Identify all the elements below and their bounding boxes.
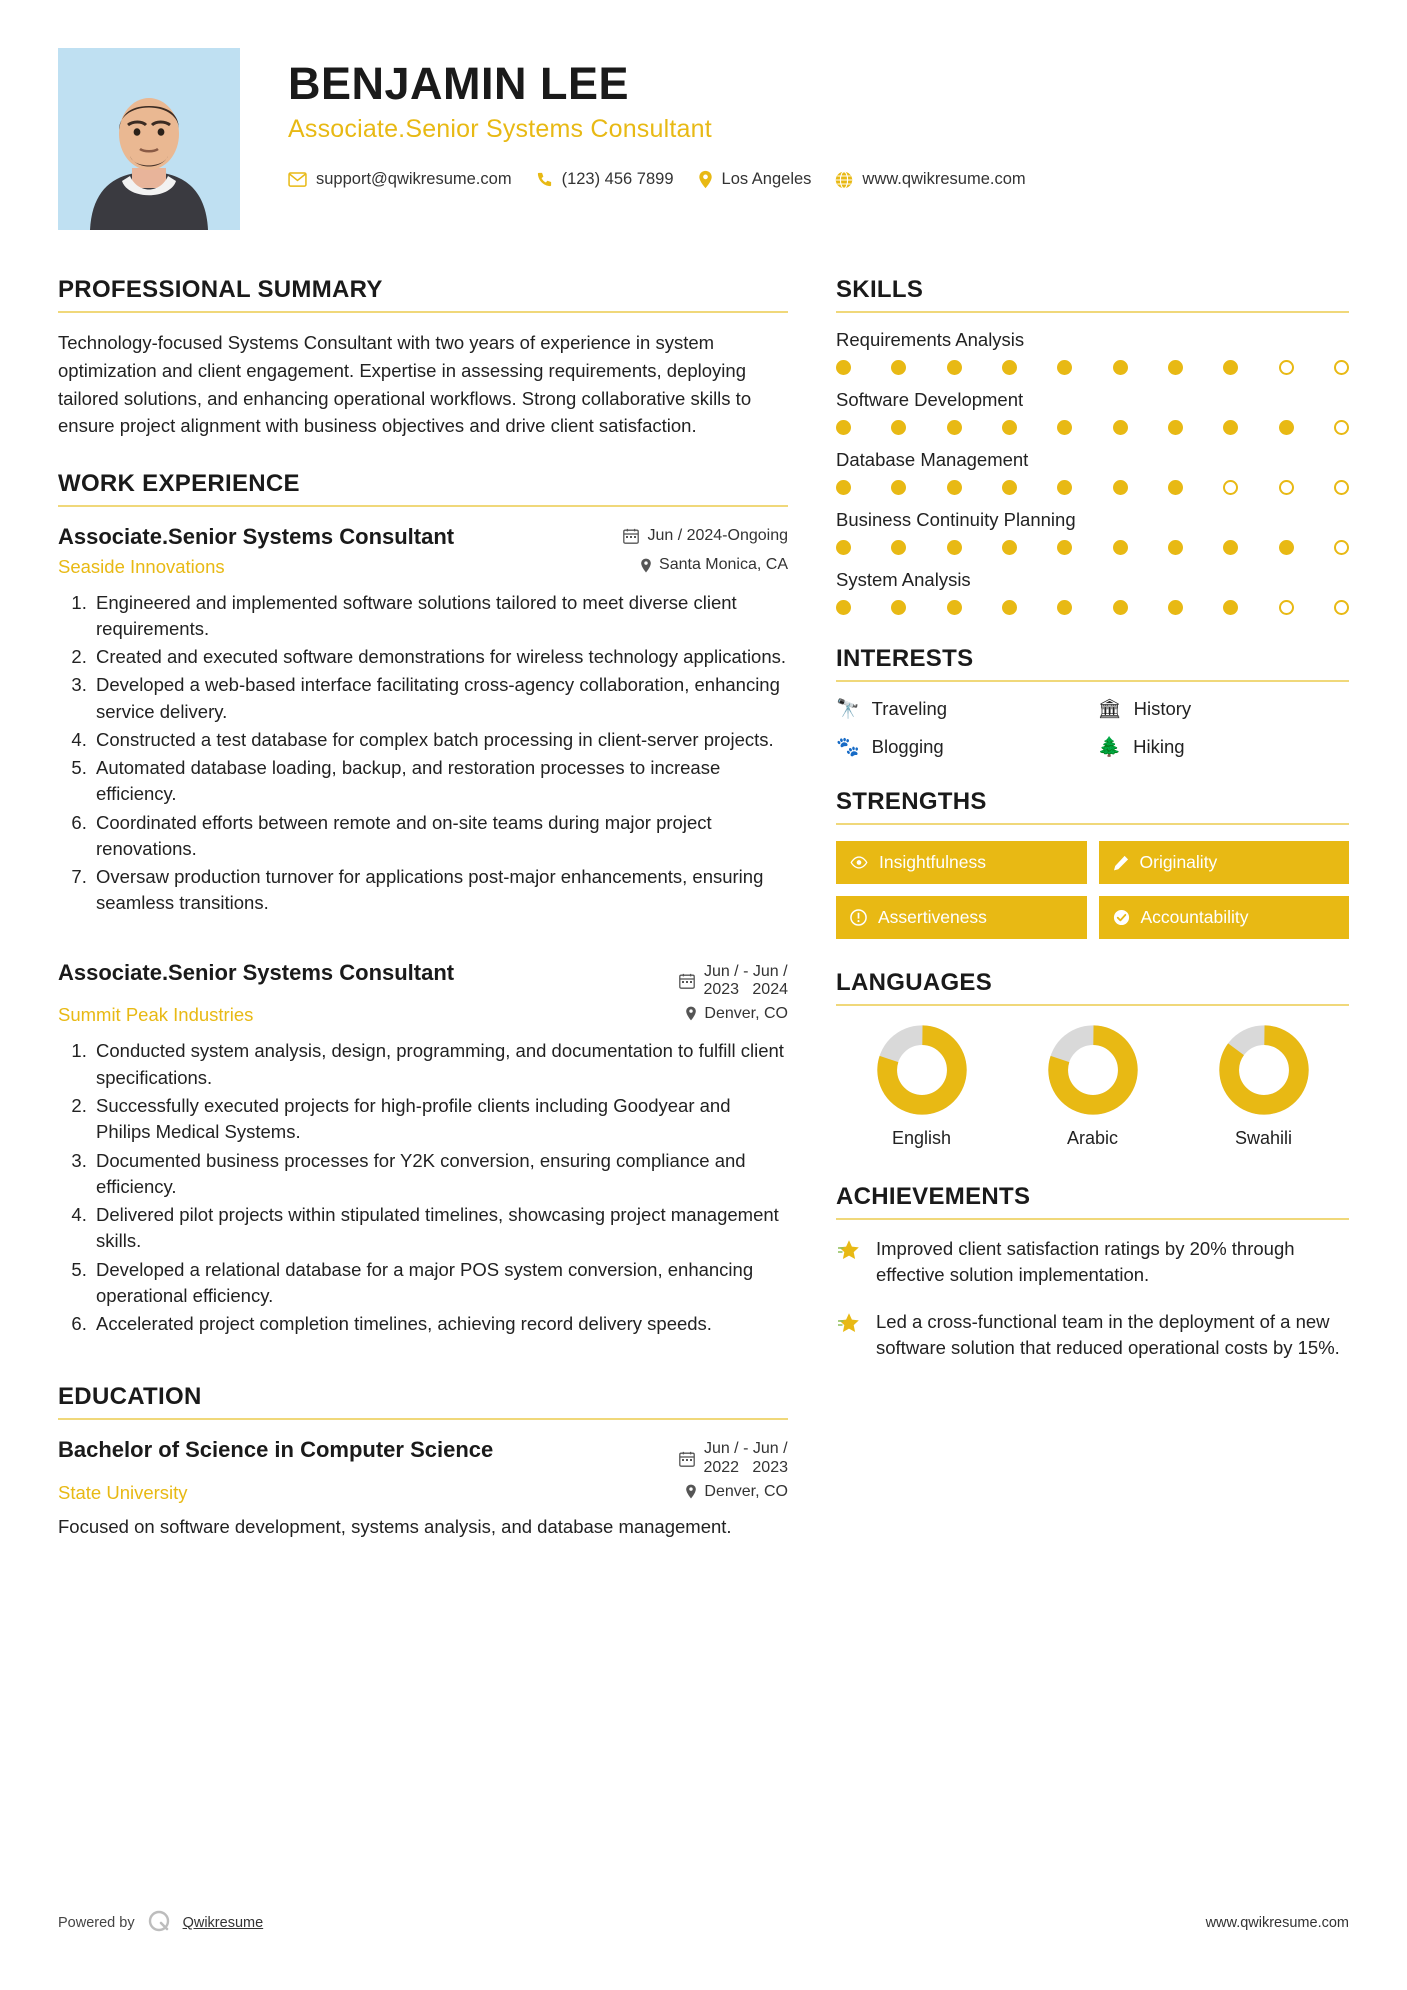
rating-dot: [1057, 480, 1072, 495]
work-date-from: [703, 963, 739, 1000]
summary-text: Technology-focused Systems Consultant with two years of experience in system optimization and client engagement. Expertise in assessing requirements, deploying tailored solutions, and enhancing operational workflows. Strong collaborative skills to ensure project alignment with business objectives and drive client satisfaction.: [58, 332, 752, 437]
work-company: Summit Peak Industries: [58, 1004, 254, 1026]
contact-location-text: Los Angeles: [721, 170, 812, 189]
contact-email-text: support@qwikresume.com: [316, 170, 512, 189]
footer-powered-by-label: Powered by: [58, 1915, 135, 1931]
language-label: English: [891, 1128, 952, 1148]
rating-dot: [1057, 540, 1072, 555]
rating-dot: [1002, 600, 1017, 615]
work-location: [685, 1005, 788, 1023]
rating-dot: [1223, 360, 1238, 375]
strength-label: Assertiveness: [878, 907, 987, 927]
section-work-experience: [58, 470, 788, 1337]
education-date-range: [703, 1440, 788, 1477]
rating-dot: [836, 480, 851, 495]
rating-dot: [1334, 600, 1349, 615]
spacer: [58, 925, 788, 959]
education-date-to: [752, 1440, 788, 1477]
interest-label: Hiking: [1133, 736, 1185, 757]
skill-label: Database Management: [836, 449, 1029, 470]
page-footer: [58, 1908, 1349, 1938]
interest-label: Blogging: [871, 736, 944, 757]
rating-dot: [1279, 420, 1294, 435]
section-strengths: [836, 788, 1349, 939]
education-location-text: Denver, CO: [704, 1482, 788, 1500]
calendar-icon: [623, 528, 639, 544]
interests-grid: [836, 698, 1349, 758]
rating-dot: [1002, 540, 1017, 555]
date-dash: -: [743, 962, 749, 980]
rating-dot: [1057, 600, 1072, 615]
rating-dot: [1057, 420, 1072, 435]
rating-dot: [1279, 360, 1294, 375]
strength-label: Accountability: [1140, 907, 1249, 927]
work-dates: [623, 523, 788, 545]
list-item: 5. Developed a relational database for a major POS system conversion, enhancing operational efficiency.: [92, 1257, 788, 1310]
avatar: [58, 48, 240, 230]
skill-item: [836, 569, 1349, 615]
list-item: 1. Engineered and implemented software solutions tailored to meet diverse client requirements.: [92, 590, 788, 643]
work-entry: [58, 959, 788, 1338]
section-title-work: WORK EXPERIENCE: [58, 470, 300, 497]
work-date-range: [703, 963, 788, 1000]
envelope-icon: [288, 172, 307, 187]
qwikresume-logo-icon: [146, 1908, 172, 1938]
education-date-from: [703, 1440, 739, 1477]
education-entry-header: [58, 1436, 788, 1477]
rating-dot: [1113, 360, 1128, 375]
rating-dot: [836, 540, 851, 555]
skill-label: Business Continuity Planning: [836, 509, 1076, 530]
work-location-text: Santa Monica, CA: [659, 556, 788, 573]
check-circle-icon: [1113, 909, 1130, 926]
education-location: [685, 1483, 788, 1501]
education-date-from-year: 2022: [703, 1458, 740, 1476]
interest-label: Traveling: [871, 698, 948, 719]
location-pin-icon: [698, 170, 713, 189]
section-title-strengths: STRENGTHS: [836, 788, 987, 815]
binoculars-icon: 🔭: [836, 698, 860, 720]
footer-branding: [58, 1908, 263, 1938]
rating-dot: [1168, 540, 1183, 555]
rating-dot: [1002, 480, 1017, 495]
education-school: State University: [58, 1482, 188, 1504]
bank-icon: 🏛: [1097, 698, 1122, 720]
rating-dot: [947, 360, 962, 375]
date-dash: -: [743, 1440, 749, 1458]
rating-dot: [1168, 600, 1183, 615]
rating-dot: [1334, 480, 1349, 495]
skill-label: Software Development: [836, 389, 1024, 410]
interest-item: [836, 698, 1088, 720]
section-title-education: EDUCATION: [58, 1383, 202, 1411]
language-donut: [1179, 1024, 1348, 1116]
section-achievements: [836, 1183, 1349, 1361]
list-item: 4. Delivered pilot projects within stipulated timelines, showcasing project management skills.: [92, 1202, 788, 1255]
language-item: [1008, 1024, 1177, 1149]
strength-badge: [1099, 841, 1350, 884]
list-item: 2. Successfully executed projects for high-profile clients including Goodyear and Philips Medical Systems.: [92, 1093, 788, 1146]
left-column: [58, 276, 788, 1571]
map-pin-icon: [640, 558, 652, 573]
work-entry: [58, 523, 788, 917]
rating-dot: [947, 540, 962, 555]
work-entry-subheader: [58, 1004, 788, 1026]
section-divider: [836, 311, 1349, 313]
rating-dot: [891, 420, 906, 435]
list-item: 3. Developed a web-based interface facilitating cross-agency collaboration, enhancing service delivery.: [92, 672, 788, 725]
section-title-achievements: ACHIEVEMENTS: [836, 1183, 1031, 1210]
list-item: 6. Accelerated project completion timelines, achieving record delivery speeds.: [92, 1311, 788, 1337]
skill-label: System Analysis: [836, 569, 971, 590]
strength-badge: [836, 841, 1087, 884]
star-icon: [836, 1309, 862, 1362]
rating-dot: [891, 540, 906, 555]
section-divider: [836, 1218, 1349, 1220]
tree-icon: 🌲: [1097, 736, 1122, 758]
rating-dot: [1334, 420, 1349, 435]
skill-item: [836, 509, 1349, 555]
rating-dot: [1223, 600, 1238, 615]
list-item: 7. Oversaw production turnover for applications post-major enhancements, ensuring seamless transitions.: [92, 864, 788, 917]
skill-item: [836, 449, 1349, 495]
list-item: 1. Conducted system analysis, design, programming, and documentation to fulfill client specifications.: [92, 1038, 788, 1091]
list-item: 6. Coordinated efforts between remote and on-site teams during major project renovations.: [92, 810, 788, 863]
education-degree: Bachelor of Science in Computer Science: [58, 1437, 494, 1463]
skill-item: [836, 329, 1349, 375]
list-item: 5. Automated database loading, backup, and restoration processes to increase efficiency.: [92, 755, 788, 808]
rating-dot: [1168, 480, 1183, 495]
exclamation-icon: [850, 909, 867, 926]
strengths-grid: [836, 841, 1349, 939]
work-date-text: Jun / 2024-Ongoing: [647, 527, 788, 544]
rating-dot: [1334, 540, 1349, 555]
skill-rating: [836, 360, 1349, 375]
footer-website[interactable]: www.qwikresume.com: [1205, 1915, 1349, 1931]
section-skills: [836, 276, 1349, 615]
contact-website-text: www.qwikresume.com: [862, 170, 1026, 189]
body-columns: [58, 276, 1349, 1571]
language-donut: [1008, 1024, 1177, 1116]
work-date-from-month: Jun /: [703, 962, 739, 980]
list-item: 3. Documented business processes for Y2K conversion, ensuring compliance and efficiency.: [92, 1148, 788, 1201]
rating-dot: [1113, 480, 1128, 495]
education-entry-subheader: [58, 1482, 788, 1504]
rating-dot: [836, 420, 851, 435]
map-pin-icon: [685, 1006, 697, 1021]
rating-dot: [1279, 600, 1294, 615]
contact-location: [698, 170, 812, 189]
rating-dot: [891, 480, 906, 495]
language-item: [1179, 1024, 1348, 1149]
rating-dot: [836, 600, 851, 615]
work-date-to-month: Jun /: [752, 962, 788, 980]
section-title-summary: PROFESSIONAL SUMMARY: [58, 276, 383, 303]
education-date-from-month: Jun /: [703, 1440, 739, 1458]
skill-rating: [836, 540, 1349, 555]
footer-brand-link[interactable]: Qwikresume: [182, 1915, 264, 1931]
contact-email[interactable]: [288, 170, 512, 189]
map-pin-icon: [685, 1484, 697, 1499]
right-column: [836, 276, 1349, 1571]
rating-dot: [836, 360, 851, 375]
rating-dot: [891, 600, 906, 615]
rating-dot: [1113, 540, 1128, 555]
strength-label: Insightfulness: [879, 852, 987, 872]
section-divider: [836, 680, 1349, 682]
work-dates: [679, 959, 788, 1000]
rating-dot: [947, 480, 962, 495]
work-entry-header: [58, 959, 788, 1000]
language-item: [837, 1024, 1006, 1149]
rating-dot: [891, 360, 906, 375]
language-label: Swahili: [1234, 1128, 1293, 1148]
job-role-subtitle: Associate.Senior Systems Consultant: [288, 115, 712, 144]
pencil-icon: [1113, 855, 1129, 871]
work-job-title: Associate.Senior Systems Consultant: [58, 524, 455, 549]
rating-dot: [1002, 420, 1017, 435]
work-job-title: Associate.Senior Systems Consultant: [58, 959, 455, 985]
header-text-block: [240, 48, 1349, 189]
resume-header: [58, 48, 1349, 240]
achievement-text: Led a cross-functional team in the deployment of a new software solution that reduced operational costs by 15%.: [876, 1310, 1340, 1358]
list-item: 2. Created and executed software demonstrations for wireless technology applications.: [92, 644, 788, 670]
rating-dot: [1223, 540, 1238, 555]
strength-badge: [836, 896, 1087, 939]
rating-dot: [1279, 540, 1294, 555]
section-education: [58, 1383, 788, 1541]
rating-dot: [947, 420, 962, 435]
list-item: 4. Constructed a test database for complex batch processing in client-server projects.: [92, 727, 788, 753]
education-date-to-month: Jun /: [752, 1440, 788, 1458]
rating-dot: [1113, 600, 1128, 615]
work-location: [640, 556, 788, 574]
work-date-to: [752, 963, 788, 1000]
education-description: Focused on software development, systems analysis, and database management.: [58, 1516, 732, 1538]
skill-item: [836, 389, 1349, 435]
contact-phone[interactable]: [536, 170, 674, 189]
education-date-to-year: 2023: [752, 1458, 788, 1476]
section-divider: [836, 823, 1349, 825]
section-professional-summary: [58, 276, 788, 440]
phone-icon: [536, 171, 553, 188]
rating-dot: [947, 600, 962, 615]
globe-icon: [835, 171, 853, 189]
strength-label: Originality: [1139, 852, 1218, 872]
rating-dot: [1223, 420, 1238, 435]
languages-row: [836, 1024, 1349, 1149]
work-entry-subheader: [58, 556, 788, 578]
section-interests: [836, 645, 1349, 758]
section-languages: [836, 969, 1349, 1149]
section-divider: [58, 1418, 788, 1420]
rating-dot: [1113, 420, 1128, 435]
work-date-to-year: 2024: [752, 981, 788, 999]
section-divider: [836, 1004, 1349, 1006]
interest-item: [836, 736, 1088, 758]
section-title-languages: LANGUAGES: [836, 969, 993, 996]
interest-item: [1098, 698, 1350, 720]
section-divider: [58, 311, 788, 313]
rating-dot: [1168, 420, 1183, 435]
section-title-skills: SKILLS: [836, 276, 924, 303]
achievement-text: Improved client satisfaction ratings by 20% through effective solution implementation.: [876, 1238, 1295, 1286]
work-entry-header: [58, 523, 788, 551]
work-duties-list: [58, 1038, 788, 1337]
rating-dot: [1002, 360, 1017, 375]
work-company: Seaside Innovations: [58, 555, 225, 577]
calendar-icon: [679, 1451, 695, 1467]
page-title: BENJAMIN LEE: [288, 58, 630, 109]
language-donut: [837, 1024, 1006, 1116]
calendar-icon: [679, 973, 695, 989]
eye-icon: [850, 856, 868, 869]
contact-website[interactable]: [835, 170, 1025, 189]
rating-dot: [1279, 480, 1294, 495]
education-dates: [679, 1436, 788, 1477]
interest-item: [1098, 736, 1350, 758]
rating-dot: [1223, 480, 1238, 495]
skill-rating: [836, 600, 1349, 615]
work-date-from-year: 2023: [703, 981, 740, 999]
work-duties-list: [58, 590, 788, 917]
contact-phone-text: (123) 456 7899: [561, 170, 674, 189]
achievement-item: [836, 1309, 1349, 1362]
paw-icon: 🐾: [836, 736, 860, 758]
work-location-text: Denver, CO: [704, 1004, 788, 1022]
language-label: Arabic: [1066, 1128, 1119, 1148]
skill-label: Requirements Analysis: [836, 329, 1025, 350]
skill-rating: [836, 480, 1349, 495]
rating-dot: [1168, 360, 1183, 375]
rating-dot: [1334, 360, 1349, 375]
achievement-item: [836, 1236, 1349, 1289]
section-title-interests: INTERESTS: [836, 645, 974, 672]
interest-label: History: [1133, 698, 1192, 719]
section-divider: [58, 505, 788, 507]
skill-rating: [836, 420, 1349, 435]
strength-badge: [1099, 896, 1350, 939]
rating-dot: [1057, 360, 1072, 375]
star-icon: [836, 1236, 862, 1289]
contact-row: [288, 170, 1349, 189]
